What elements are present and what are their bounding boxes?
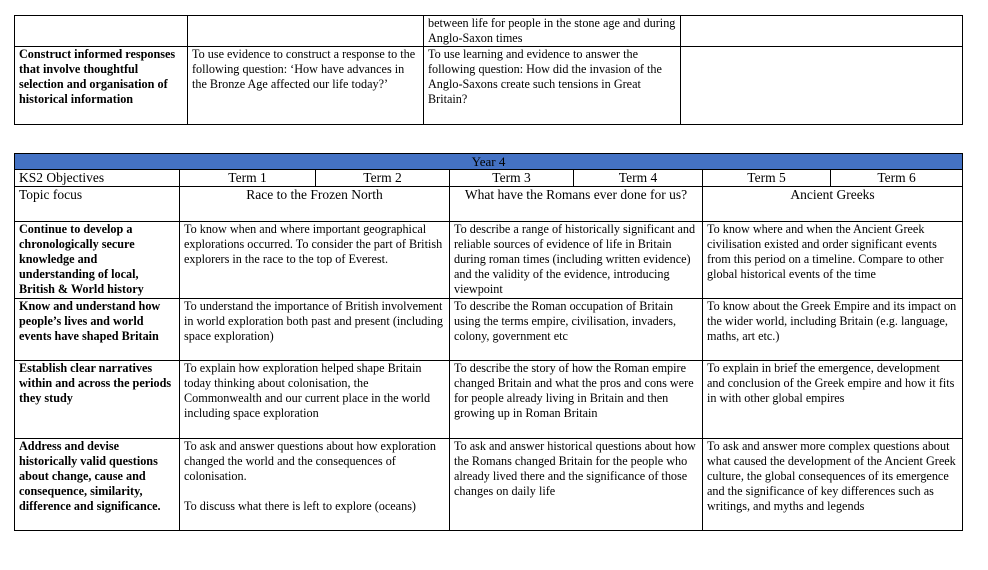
table-cell: [180, 439, 450, 531]
objective-label: Construct informed responses that involve thoughtful selection and organisation of historical information: [15, 47, 188, 125]
table-cell: To know about the Greek Empire and its impact on the wider world, including Britain (e.g. language, maths, art etc.): [703, 299, 963, 361]
table-cell: [681, 47, 963, 125]
table-cell: between life for people in the stone age and during Anglo-Saxon times: [424, 16, 681, 47]
term-header: Term 2: [316, 170, 450, 187]
table-cell: To use learning and evidence to answer the following question: How did the invasion of the Anglo-Saxons create such tensions in Great Britain?: [424, 47, 681, 125]
cell-paragraph: To ask and answer questions about how exploration changed the world and the consequences of colonisation.: [184, 439, 436, 483]
topic-row: [15, 187, 963, 222]
term-header: Term 1: [180, 170, 316, 187]
objective-label: Know and understand how people’s lives and world events have shaped Britain: [15, 299, 180, 361]
term-header: Term 5: [703, 170, 831, 187]
table-cell: To explain in brief the emergence, development and conclusion of the Greek empire and how it fits in with other global empires: [703, 361, 963, 439]
topic-label: Topic focus: [15, 187, 180, 222]
term-header: Term 4: [574, 170, 703, 187]
table-cell: To ask and answer more complex questions about what caused the development of the Ancient Greek culture, the global consequences of its emergence and the significance of key differences such as writings, and myths and legends: [703, 439, 963, 531]
objective-label: Address and devise historically valid questions about change, cause and consequence, similarity, difference and significance.: [15, 439, 180, 531]
table-cell: [188, 16, 424, 47]
cell-paragraph: To discuss what there is left to explore (oceans): [184, 499, 416, 513]
table-cell: To understand the importance of British involvement in world exploration both past and present (including space exploration): [180, 299, 450, 361]
table-cell: To know when and where important geographical explorations occurred. To consider the part of British explorers in the race to the top of Everest.: [180, 222, 450, 299]
objectives-header: KS2 Objectives: [15, 170, 180, 187]
year-banner: Year 4: [15, 154, 963, 170]
table-cell: To know where and when the Ancient Greek civilisation existed and order significant events from this period on a timeline. Compare to other global historical events of the time: [703, 222, 963, 299]
table-row: [15, 439, 963, 531]
year-banner-row: [15, 154, 963, 170]
objective-label: Establish clear narratives within and across the periods they study: [15, 361, 180, 439]
table-row: [15, 16, 963, 47]
table-row: [15, 47, 963, 125]
table-cell: To describe the Roman occupation of Britain using the terms empire, civilisation, invaders, colony, government etc: [450, 299, 703, 361]
term-header: Term 3: [450, 170, 574, 187]
table-cell: [15, 16, 188, 47]
table-row: [15, 299, 963, 361]
year4-table: [14, 153, 963, 531]
topic-title: Ancient Greeks: [703, 187, 963, 222]
topic-title: Race to the Frozen North: [180, 187, 450, 222]
table-cell: To describe the story of how the Roman empire changed Britain and what the pros and cons were for people already living in Britain and then growing up in Roman Britain: [450, 361, 703, 439]
term-header: Term 6: [831, 170, 963, 187]
objective-label: Continue to develop a chronologically secure knowledge and understanding of local, British & World history: [15, 222, 180, 299]
header-row: [15, 170, 963, 187]
previous-year-table: [14, 15, 963, 125]
table-cell: To explain how exploration helped shape Britain today thinking about colonisation, the Commonwealth and our current place in the world including space exploration: [180, 361, 450, 439]
table-cell: To use evidence to construct a response to the following question: ‘How have advances in the Bronze Age affected our life today?’: [188, 47, 424, 125]
table-row: [15, 361, 963, 439]
table-cell: [681, 16, 963, 47]
table-row: [15, 222, 963, 299]
table-cell: To ask and answer historical questions about how the Romans changed Britain for the people who already lived there and the significance of those changes on daily life: [450, 439, 703, 531]
table-cell: To describe a range of historically significant and reliable sources of evidence of life in Britain during roman times (including written evidence) and the validity of the evidence, introducing viewpoint: [450, 222, 703, 299]
topic-title: What have the Romans ever done for us?: [450, 187, 703, 222]
